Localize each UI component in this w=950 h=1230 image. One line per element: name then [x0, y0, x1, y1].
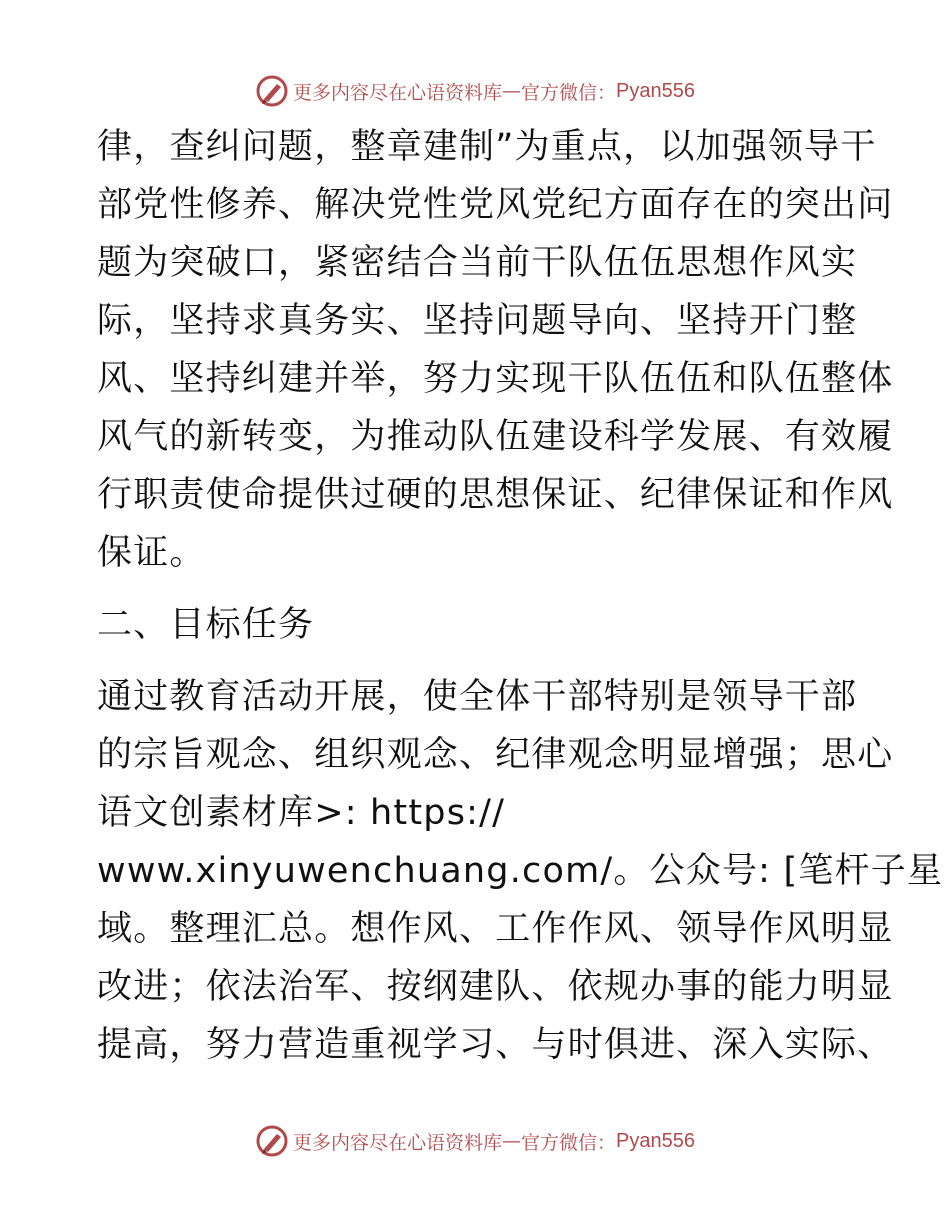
banner-text: 更多内容尽在心语资料库	[293, 81, 503, 104]
banner-text: 更多内容尽在心语资料库	[293, 1131, 503, 1154]
para1-line: 保证。	[97, 533, 206, 573]
banner-wechat-label: 官方微信：	[521, 1131, 617, 1154]
paragraph-gap	[97, 654, 857, 668]
para2-line: 域。整理汇总。想作风、工作作风、领导作风明显	[97, 909, 894, 949]
para1-line: 部党性修养、解决党性党风党纪方面存在的突出问	[97, 185, 894, 225]
header-watermark-banner	[0, 71, 950, 111]
para2-line: www.xinyuwenchuang.com/。公众号: [笔杆子星	[97, 851, 944, 891]
banner-dash: —	[502, 1130, 522, 1152]
pen-logo-icon	[255, 1124, 289, 1158]
para2-line: 提高，努力营造重视学习、与时俱进、深入实际、	[97, 1025, 894, 1065]
para2-line: 改进；依法治军、按纲建队、依规办事的能力明显	[97, 967, 894, 1007]
para1-line: 风气的新转变，为推动队伍建设科学发展、有效履	[97, 417, 894, 457]
para1-line: 题为突破口，紧密结合当前干队伍伍思想作风实	[97, 243, 858, 283]
footer-watermark-banner	[0, 1121, 950, 1161]
section-heading: 二、目标任务	[97, 605, 315, 645]
pen-logo-icon	[255, 74, 289, 108]
document-body	[97, 118, 944, 1074]
banner-wechat-id: Pyan556	[616, 1129, 695, 1152]
para1-line: 律，查纠问题，整章建制”为重点，以加强领导干	[97, 127, 877, 167]
para1-line: 风、坚持纠建并举，努力实现干队伍伍和队伍整体	[97, 359, 894, 399]
banner-wechat-label: 官方微信：	[521, 81, 617, 104]
para2-line: 语文创素材库>: https://	[97, 793, 506, 833]
paragraph-gap	[97, 582, 857, 596]
para2-line: 的宗旨观念、组织观念、纪律观念明显增强；思心	[97, 735, 894, 775]
banner-dash: —	[502, 80, 522, 102]
para1-line: 行职责使命提供过硬的思想保证、纪律保证和作风	[97, 475, 894, 515]
para2-line: 通过教育活动开展，使全体干部特别是领导干部	[97, 677, 858, 717]
banner-wechat-id: Pyan556	[616, 79, 695, 102]
para1-line: 际，坚持求真务实、坚持问题导向、坚持开门整	[97, 301, 858, 341]
